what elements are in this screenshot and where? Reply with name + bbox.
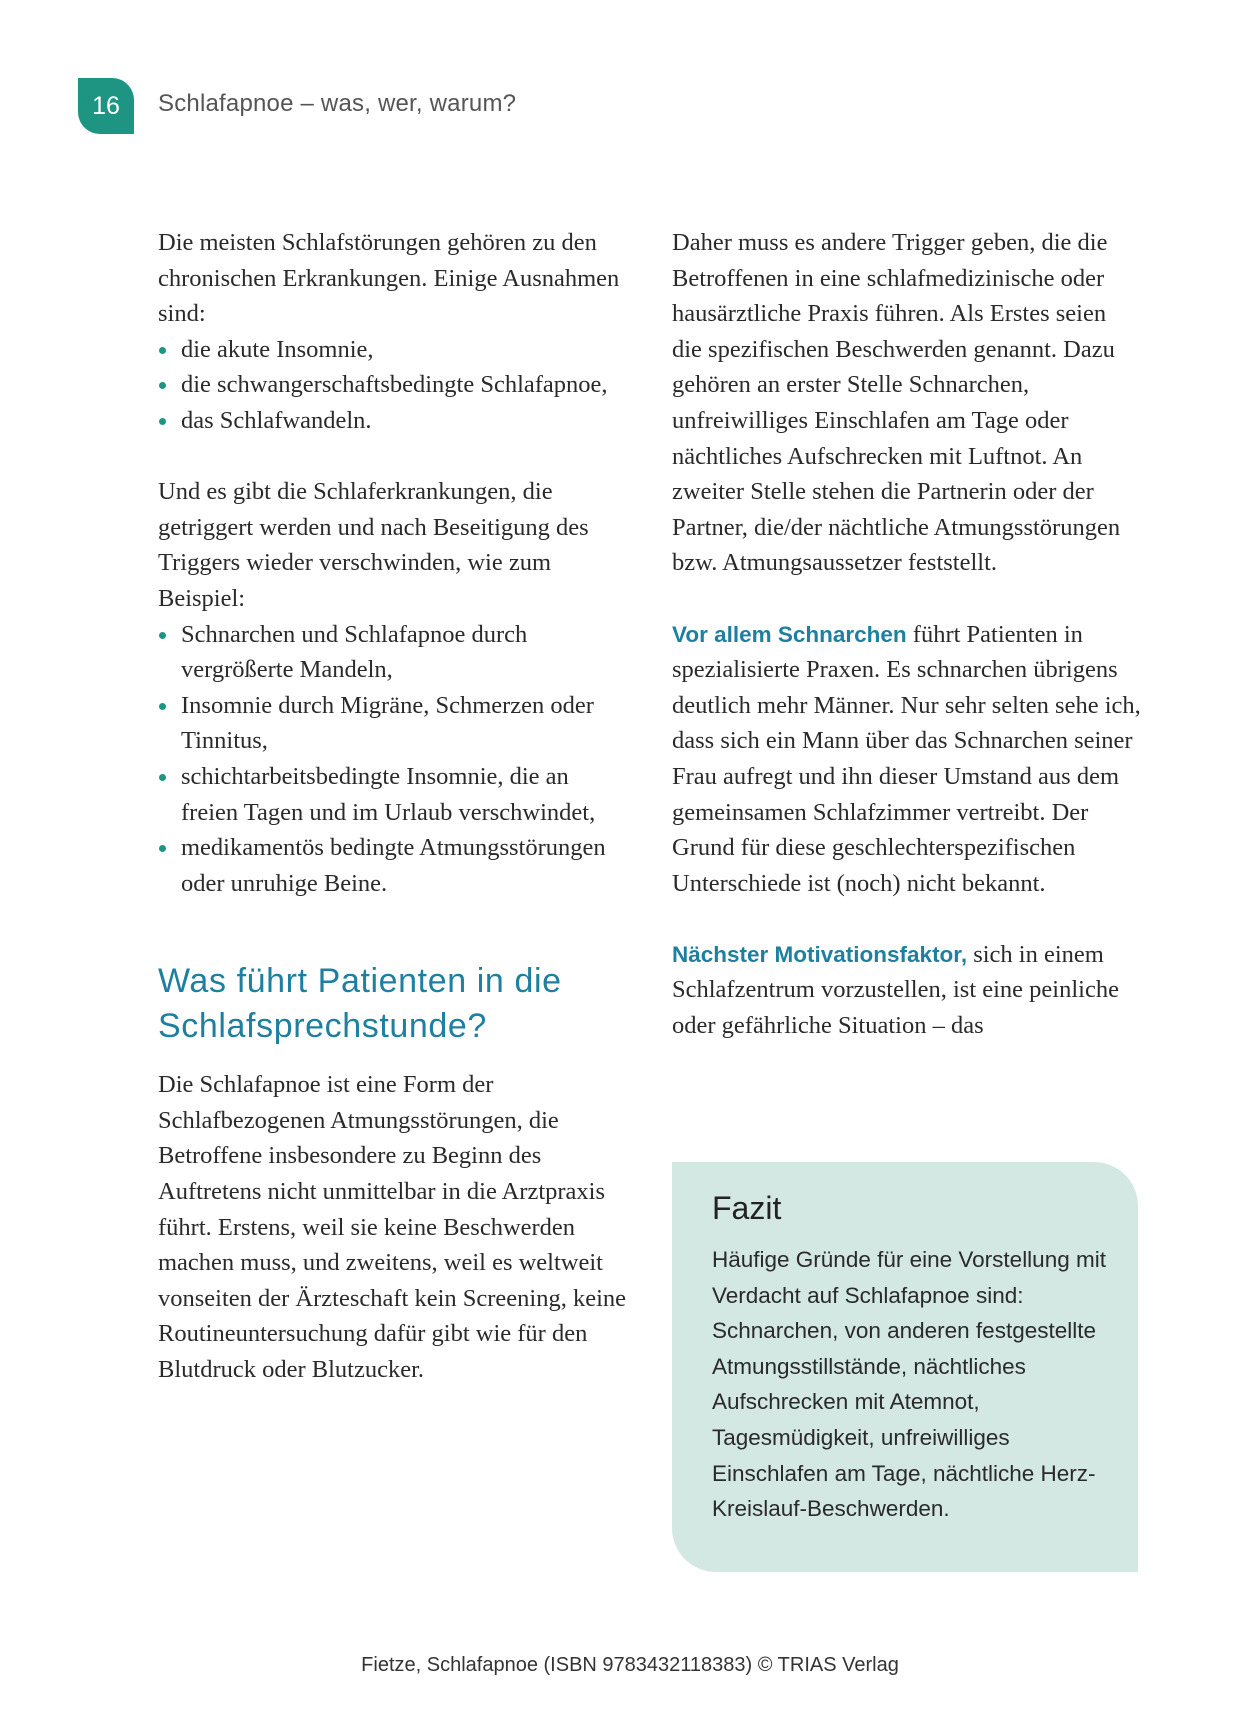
- list-item: die schwangerschaftsbedingte Schlafapnoe,: [158, 367, 628, 403]
- page-number: 16: [92, 91, 120, 120]
- running-title: Schlafapnoe – was, wer, warum?: [158, 90, 517, 117]
- left-column: [158, 225, 628, 1388]
- list-item: die akute Insomnie,: [158, 332, 628, 368]
- section-heading: Was führt Patienten in die Schlafsprechstunde?: [158, 962, 562, 1046]
- bullet-icon: [159, 774, 166, 781]
- list-item: das Schlafwandeln.: [158, 403, 628, 439]
- paragraph: Nächster Motivationsfaktor, sich in einem Schlafzentrum vorzustellen, ist eine peinliche oder gefährliche Situation – das: [672, 940, 1119, 1040]
- paragraph: Die Schlafapnoe ist eine Form der Schlafbezogenen Atmungsstörungen, die Betroffene insbesondere zu Beginn des Auftretens nicht unmittelbar in die Arztpraxis führt. Erstens, weil sie keine Beschwerden machen muss, und zweitens, weil es weltweit vonseiten der Ärzteschaft kein Screening, keine Routineuntersuchung dafür gibt wie für den Blutdruck oder Blutzucker.: [158, 1071, 627, 1384]
- bullet-icon: [159, 703, 166, 710]
- bullet-icon: [159, 382, 166, 389]
- trigger-list: [158, 617, 628, 902]
- paragraph: Und es gibt die Schlaferkrankungen, die getriggert werden und nach Beseitigung des Triggers wieder verschwinden, wie zum Beispiel:: [158, 478, 589, 612]
- footer-citation: Fietze, Schlafapnoe (ISBN 9783432118383) © TRIAS Verlag: [361, 1654, 899, 1676]
- paragraph: Die meisten Schlafstörungen gehören zu den chronischen Erkrankungen. Einige Ausnahmen sind:: [158, 229, 620, 328]
- list-item: Insomnie durch Migräne, Schmerzen oder Tinnitus,: [158, 688, 628, 759]
- fazit-title: Fazit: [712, 1190, 782, 1226]
- list-item: Schnarchen und Schlafapnoe durch vergrößerte Mandeln,: [158, 617, 628, 688]
- fazit-box: [672, 1162, 1138, 1572]
- bullet-icon: [159, 632, 166, 639]
- page-number-badge: [78, 78, 134, 134]
- lead-in: Vor allem Schnarchen: [672, 621, 907, 647]
- lead-in: Nächster Motivationsfaktor,: [672, 941, 968, 967]
- fazit-text: Häufige Gründe für eine Vorstellung mit Verdacht auf Schlafapnoe sind: Schnarchen, von anderen festgestellte Atmungsstillstände, nächtliches Aufschrecken mit Atemnot, Tagesmüdigkeit, unfreiwilliges Einschlafen am Tage, nächtliche Herz-Kreislauf-Beschwerden.: [712, 1247, 1106, 1522]
- list-item: medikamentös bedingte Atmungsstörungen oder unruhige Beine.: [158, 830, 628, 901]
- bullet-icon: [159, 845, 166, 852]
- exceptions-list: [158, 332, 628, 439]
- bullet-icon: [159, 418, 166, 425]
- right-column: [672, 225, 1142, 1044]
- list-item: schichtarbeitsbedingte Insomnie, die an freien Tagen und im Urlaub verschwindet,: [158, 759, 628, 830]
- bullet-icon: [159, 347, 166, 354]
- paragraph: Daher muss es andere Trigger geben, die die Betroffenen in eine schlafmedizinische oder hausärztliche Praxis führen. Als Erstes seien die spezifischen Beschwerden genannt. Dazu gehören an erster Stelle Schnarchen, unfreiwilliges Einschlafen am Tage oder nächtliches Aufschrecken mit Luftnot. An zweiter Stelle stehen die Partnerin oder der Partner, die/der nächtliche Atmungsstörungen bzw. Atmungsaussetzer feststellt.: [672, 229, 1121, 577]
- paragraph: Vor allem Schnarchen führt Patienten in spezialisierte Praxen. Es schnarchen übrigens deutlich mehr Männer. Nur sehr selten sehe ich, dass sich ein Mann über das Schnarchen seiner Frau aufregt und ihn dieser Umstand aus dem gemeinsamen Schlafzimmer vertreibt. Der Grund für diese geschlechterspezifischen Unterschiede ist (noch) nicht bekannt.: [672, 620, 1141, 897]
